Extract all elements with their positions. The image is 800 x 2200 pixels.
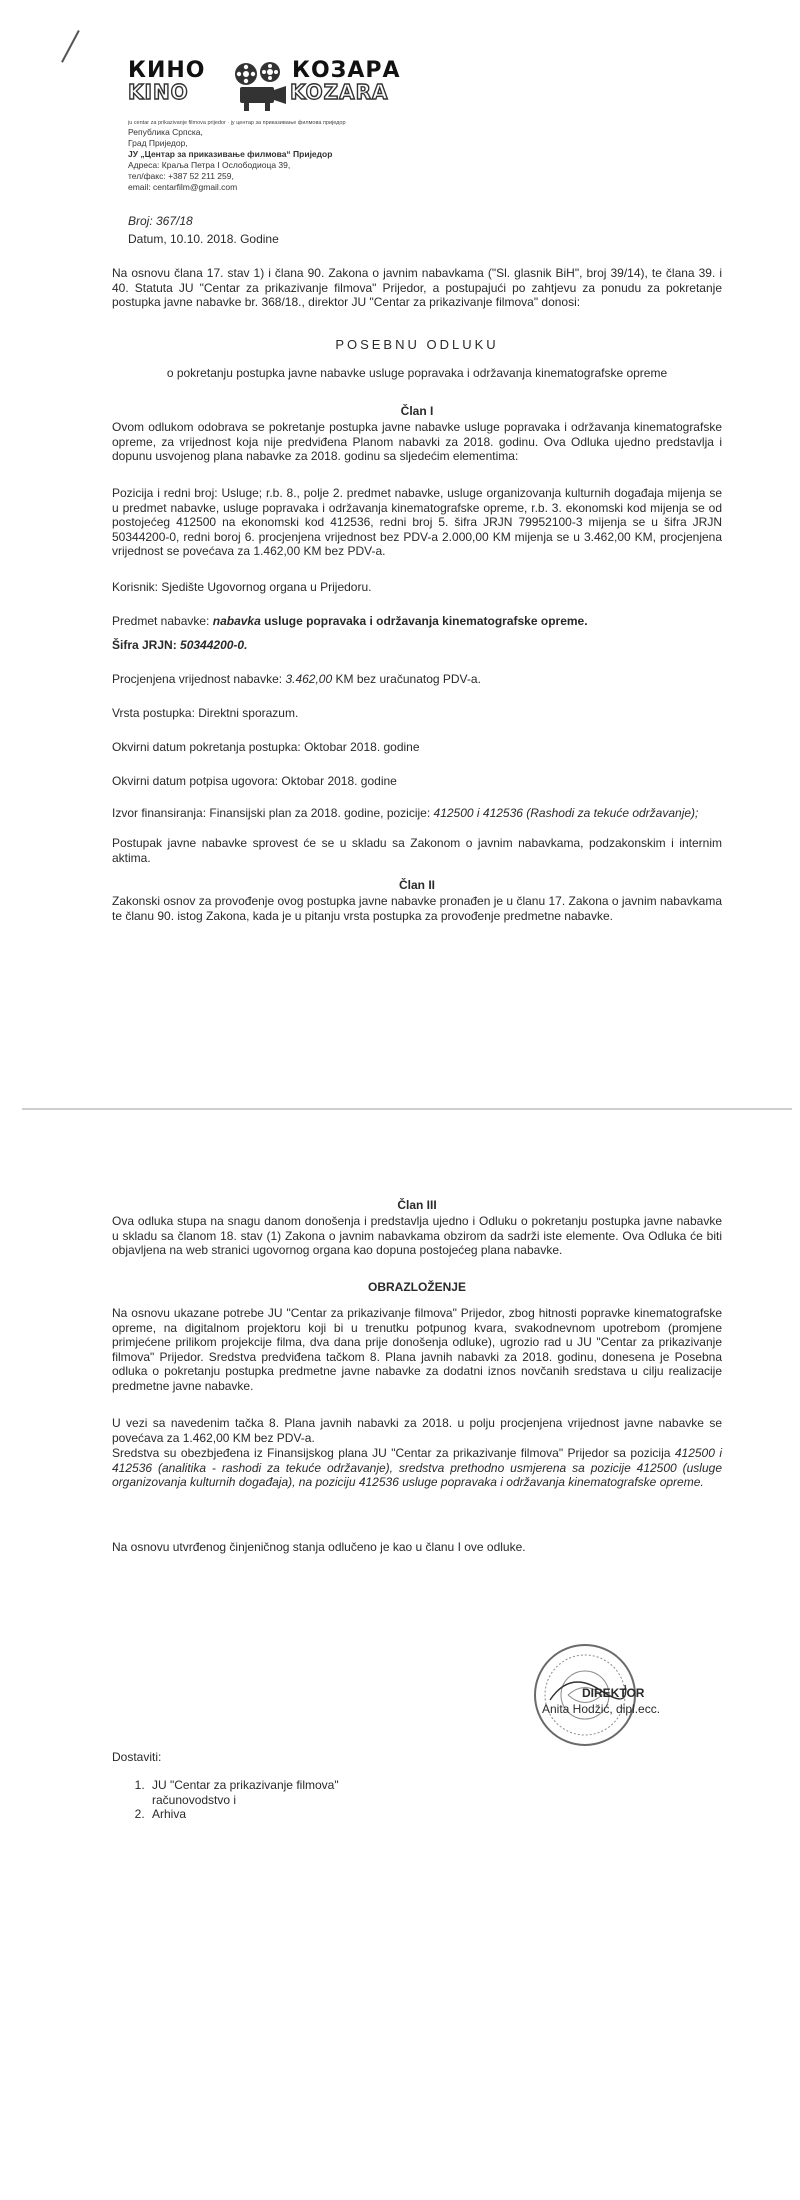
obrazlozenje-heading: OBRAZLOŽENJE bbox=[367, 1280, 466, 1294]
conclusion-line: Na osnovu utvrđenog činjeničnog stanja odlučeno je kao u članu I ove odluke. bbox=[112, 1540, 526, 1554]
document-title: POSEBNU ODLUKU bbox=[335, 337, 499, 352]
predmet-line: Predmet nabavke: nabavka usluge popravaka i održavanja kinematografske opreme. bbox=[112, 614, 588, 628]
article-1-heading: Član I bbox=[400, 404, 434, 418]
letterhead-address bbox=[128, 127, 332, 193]
korisnik-line: Korisnik: Sjedište Ugovornog organa u Prijedoru. bbox=[112, 580, 372, 594]
okvirni-datum-potpisa: Okvirni datum potpisa ugovora: Oktobar 2018. godine bbox=[112, 774, 397, 788]
okvirni-datum-pokretanja: Okvirni datum pokretanja postupka: Oktobar 2018. godine bbox=[112, 740, 420, 754]
signature-name: Anita Hodžić, dipl.ecc. bbox=[542, 1702, 661, 1716]
izvor-finansiranja-line: Izvor finansiranja: Finansijski plan za 2018. godine, pozicije: 412500 i 412536 (Rashodi za tekuće održavanje); bbox=[112, 806, 699, 820]
postupak-line: Postupak javne nabavke sprovest će se u skladu sa Zakonom o javnim nabavkama, podzakonskim i internim aktima. bbox=[112, 836, 722, 865]
address-line: Град Приједор, bbox=[128, 138, 188, 148]
obrazlozenje-paragraph-2: U vezi sa navedenim tačka 8. Plana javnih nabavki za 2018. u polju procjenjena vrijednost javne nabavke se povećava za 1.462,00 KM bez PDV-a. bbox=[112, 1416, 722, 1445]
procjenjena-vrijednost-line: Procjenjena vrijednost nabavke: 3.462,00 KM bez uračunatog PDV-a. bbox=[112, 672, 481, 686]
article-2-paragraph: Zakonski osnov za provođenje ovog postupka javne nabavke pronađen je u članu 17. Zakona o javnim nabavkama te članu 90. istog Zakona, kada je u pitanju vrsta postupka za provođenje predmetne nabavke. bbox=[112, 894, 722, 923]
cinema-logo bbox=[128, 58, 401, 118]
intro-paragraph: Na osnovu člana 17. stav 1) i člana 90. Zakona o javnim nabavkama ("Sl. glasnik BiH", broj 39/14), te člana 39. i 40. Statuta JU "Centar za prikazivanje filmova" Prijedor, a postupajući po zahtjevu za ponudu za pokretanje postupka javne nabavke br. 368/18., direktor JU "Centar za prikazivanje filmova" donosi: bbox=[112, 266, 722, 309]
document-number: Broj: 367/18 bbox=[128, 214, 193, 228]
signature-role: DIREKTOR bbox=[582, 1686, 645, 1700]
article-3-heading: Član III bbox=[397, 1198, 437, 1212]
address-line: тел/факс: +387 52 211 259, bbox=[128, 171, 234, 181]
logo-text-cyr-left: КИНО bbox=[128, 58, 206, 83]
dostaviti-label: Dostaviti: bbox=[112, 1750, 162, 1764]
logo-tagline: јu centar za prikazivanje filmova prijedor · ју центар за приказивање филмова приједор bbox=[128, 120, 346, 126]
document-page-2 bbox=[0, 1110, 800, 2200]
article-2-heading: Član II bbox=[398, 878, 435, 892]
document-subtitle: o pokretanju postupka javne nabavke usluge popravaka i održavanja kinematografske opreme bbox=[166, 366, 668, 380]
sifra-jrjn-line: Šifra JRJN: 50344200-0. bbox=[112, 638, 248, 652]
obrazlozenje-paragraph-3: Sredstva su obezbjeđena iz Finansijskog plana JU "Centar za prikazivanje filmova" Prijedor sa pozicija 412500 i 412536 (analitika - rashodi za tekuće održavanje), sredstva prethodno usmjerena sa pozicije 412500 (usluge organizovanja kulturnih događaja), na poziciju 412536 usluge popravaka i održavanja kinematografske opreme. bbox=[112, 1446, 723, 1489]
document-date: Datum, 10.10. 2018. Godine bbox=[128, 232, 279, 246]
address-line: Република Српска, bbox=[128, 127, 203, 137]
logo-text-lat-left: KINO bbox=[128, 80, 189, 104]
obrazlozenje-paragraph-1: Na osnovu ukazane potrebe JU "Centar za prikazivanje filmova" Prijedor, zbog hitnosti popravke kinematografske opreme, na digitalnom projektoru koji bi u trenutku potpunog kvara, svakodnevnom upotrebom (promjene primjećene prilikom projekcije filma, dva dana prije donošenja odluke), ugrozio rad u JU "Centar za prikazivanje filmova" Prijedor. Sredstva predviđena tačkom 8. Plana javnih nabavki za 2018. godinu, donesena je Posebna odluka o pokretanju postupka predmetne javne nabavke za dodatni iznos novčanih sredstava u cilju realizacije predmetne javne nabavke. bbox=[112, 1306, 722, 1393]
article-1-paragraph: Ovom odlukom odobrava se pokretanje postupka javne nabavke usluge popravaka i održavanja kinematografske opreme, za vrijednost koja nije predviđena Planom nabavki za 2018. godinu. Ova Odluka ujedno predstavlja i dopunu usvojenog plana nabavke za 2018. godinu sa sljedećim elementima: bbox=[112, 420, 722, 463]
vrsta-postupka-line: Vrsta postupka: Direktni sporazum. bbox=[112, 706, 299, 720]
film-projector-icon bbox=[230, 60, 290, 112]
logo-text-lat-right: KOZARA bbox=[290, 80, 389, 104]
address-line: ЈУ „Центар за приказивање филмова“ Приједор bbox=[128, 149, 333, 159]
dostaviti-list bbox=[130, 1778, 390, 1822]
article-1-elements: Pozicija i redni broj: Usluge; r.b. 8., polje 2. predmet nabavke, usluge organizovanja kulturnih događaja mijenja se u predmet nabavke, usluge popravaka i održavanja kinematografske opreme, r.b. 3. ekonomski kod mijenja se od postojećeg 412500 na ekonomski kod 412536, redni broj 5. šifra JRJN 79952100-3 mijenja se u šifra JRJN 50344200-0, redni boroj 6. procjenjena vrijednost bez PDV-a 2.000,00 KM mijenja se u 3.462,00 KM, procjenjena vrijednost se povećava za 1.462,00 KM bez PDV-a. bbox=[112, 486, 722, 558]
address-line: email: centarfilm@gmail.com bbox=[128, 182, 238, 192]
logo-text-cyr-right: КОЗАРА bbox=[292, 58, 401, 83]
scan-mark bbox=[61, 30, 80, 63]
list-item: 1. JU "Centar za prikazivanje filmova" računovodstvo i bbox=[148, 1778, 390, 1807]
article-3-paragraph: Ova odluka stupa na snagu danom donošenja i predstavlja ujedno i Odluku o pokretanju postupka javne nabavke u skladu sa članom 18. stav (1) Zakona o javnim nabavkama obzirom da sadrži iste elemente. Ova Odluka će biti objavljena na web stranici ugovornog organa kao dopuna postojećeg plana nabavke. bbox=[112, 1214, 722, 1257]
list-item: 2. Arhiva bbox=[148, 1807, 390, 1822]
address-line: Адреса: Краља Петра I Ослободиоца 39, bbox=[128, 160, 291, 170]
